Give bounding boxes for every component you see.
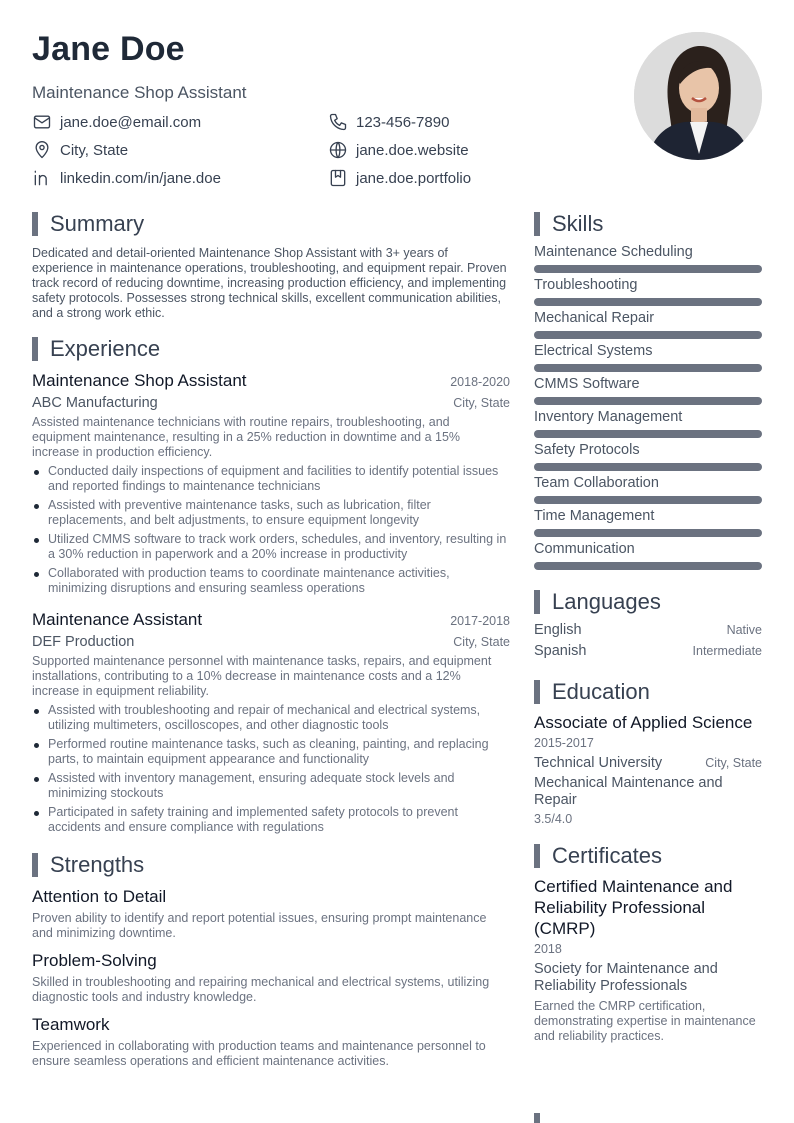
- certificates-heading-text: Certificates: [552, 843, 663, 868]
- strength-description: Experienced in collaborating with production teams and maintenance personnel to ensure seamless operations and efficient maintenance activities.: [32, 1039, 486, 1068]
- skills-heading-text: Skills: [552, 211, 604, 236]
- profile-photo: [634, 32, 762, 160]
- job-bullet: Performed routine maintenance tasks, such as cleaning, painting, and replacing parts, to maintain equipment appearance and functionality: [32, 737, 510, 767]
- education-location: City, State: [705, 756, 762, 770]
- contact-linkedin[interactable]: [32, 168, 221, 188]
- language-level: Native: [726, 623, 762, 637]
- language-name: English: [534, 622, 582, 638]
- strengths-section: [32, 853, 510, 1069]
- skill-name: Communication: [534, 541, 635, 557]
- language-name: Spanish: [534, 643, 587, 659]
- education-heading-text: Education: [552, 679, 650, 704]
- certificates-heading: [534, 844, 762, 868]
- education-gpa: 3.5/4.0: [534, 812, 573, 826]
- heading-accent-bar: [32, 212, 38, 236]
- language-level: Intermediate: [692, 644, 762, 658]
- skill-level-bar: [534, 562, 762, 570]
- strength-description: Skilled in troubleshooting and repairing mechanical and electrical systems, utilizing diagnostic tools and industry knowledge.: [32, 975, 490, 1004]
- skill-item: [534, 506, 762, 537]
- education-degree: Associate of Applied Science: [534, 713, 753, 732]
- heading-accent-bar: [534, 680, 540, 704]
- strength-item: [32, 951, 510, 1005]
- heading-accent-bar: [534, 212, 540, 236]
- certificate-entry: [534, 876, 762, 1044]
- skill-item: [534, 275, 762, 306]
- job-bullets: [32, 703, 510, 835]
- skill-item: [534, 539, 762, 570]
- job-bullets: [32, 464, 510, 596]
- job-title: Maintenance Assistant: [32, 610, 203, 629]
- summary-heading: [32, 212, 510, 236]
- job-entry: [32, 610, 510, 835]
- experience-heading-text: Experience: [50, 336, 161, 361]
- job-bullet: Collaborated with production teams to coordinate maintenance activities, minimizing disruptions and ensuring seamless operations: [32, 566, 510, 596]
- education-entry: [534, 712, 762, 826]
- language-item: [534, 643, 762, 664]
- job-bullet: Assisted with troubleshooting and repair of mechanical and electrical systems, utilizing multimeters, oscilloscopes, and other diagnostic tools: [32, 703, 510, 733]
- languages-section: [534, 590, 762, 664]
- skill-name: Electrical Systems: [534, 343, 653, 359]
- skill-item: [534, 440, 762, 471]
- strengths-heading: [32, 853, 510, 877]
- strength-item: [32, 887, 510, 941]
- education-heading: [534, 680, 762, 704]
- skill-level-bar: [534, 529, 762, 537]
- job-title: Maintenance Shop Assistant: [32, 371, 247, 390]
- strength-title: Problem-Solving: [32, 951, 157, 970]
- portfolio-text: jane.doe.portfolio: [356, 169, 472, 187]
- skill-name: Inventory Management: [534, 409, 683, 425]
- job-entry: [32, 371, 510, 596]
- languages-heading: [534, 590, 762, 614]
- skill-level-bar: [534, 496, 762, 504]
- job-description: Supported maintenance personnel with maintenance tasks, repairs, and equipment installations, contributing to a 10% decrease in maintenance costs and a 12% increase in equipment reliability.: [32, 654, 492, 698]
- skill-item: [534, 473, 762, 504]
- skill-name: CMMS Software: [534, 376, 640, 392]
- contact-portfolio[interactable]: [328, 168, 471, 188]
- skill-name: Team Collaboration: [534, 475, 659, 491]
- contact-website[interactable]: [328, 140, 469, 160]
- job-bullet: Assisted with preventive maintenance tasks, such as lubrication, filter replacements, and belt adjustments, to ensure equipment longevity: [32, 498, 510, 528]
- heading-accent-bar: [32, 337, 38, 361]
- summary-heading-text: Summary: [50, 211, 145, 236]
- summary-text: Dedicated and detail-oriented Maintenance Shop Assistant with 3+ years of experience in maintenance operations, troubleshooting, and equipment repair. Proven track record of reducing downtime, increasing production efficiency, and implementing safety protocols. Possesses strong technical skills, excellent communication abilities, and a strong work ethic.: [32, 246, 507, 320]
- candidate-name: Jane Doe: [32, 30, 185, 68]
- heading-accent-bar: [534, 590, 540, 614]
- globe-icon: [328, 140, 348, 160]
- skill-level-bar: [534, 430, 762, 438]
- strength-title: Teamwork: [32, 1015, 110, 1034]
- heading-accent-bar: [534, 844, 540, 868]
- phone-text: 123-456-7890: [356, 113, 450, 131]
- skill-level-bar: [534, 397, 762, 405]
- heading-accent-bar: [32, 853, 38, 877]
- skill-item: [534, 242, 762, 273]
- skill-level-bar: [534, 463, 762, 471]
- skill-item: [534, 341, 762, 372]
- language-item: [534, 622, 762, 643]
- experience-section: [32, 337, 510, 835]
- summary-section: [32, 212, 510, 321]
- languages-list: [534, 622, 762, 664]
- skill-name: Maintenance Scheduling: [534, 244, 693, 260]
- job-bullet: Utilized CMMS software to track work orders, schedules, and inventory, resulting in a 30% reduction in paperwork and a 20% increase in productivity: [32, 532, 510, 562]
- skill-item: [534, 374, 762, 405]
- job-company: ABC Manufacturing: [32, 395, 158, 411]
- skill-name: Time Management: [534, 508, 655, 524]
- skill-name: Safety Protocols: [534, 442, 640, 458]
- skill-level-bar: [534, 298, 762, 306]
- job-dates: 2018-2020: [450, 375, 510, 389]
- strength-item: [32, 1015, 510, 1069]
- right-column: [534, 212, 762, 1044]
- certificate-date: 2018: [534, 942, 562, 956]
- envelope-icon: [32, 112, 52, 132]
- education-field: Mechanical Maintenance and Repair: [534, 775, 723, 808]
- languages-heading-text: Languages: [552, 589, 661, 614]
- linkedin-text: linkedin.com/in/jane.doe: [60, 169, 221, 187]
- job-description: Assisted maintenance technicians with routine repairs, troubleshooting, and equipment maintenance, resulting in a 25% reduction in downtime and a 15% increase in production efficiency.: [32, 415, 461, 459]
- skill-name: Troubleshooting: [534, 277, 638, 293]
- contact-phone[interactable]: [328, 112, 449, 132]
- phone-icon: [328, 112, 348, 132]
- job-company: DEF Production: [32, 634, 135, 650]
- location-text: City, State: [60, 141, 129, 159]
- resume-header: [32, 30, 612, 187]
- certificate-org: Society for Maintenance and Reliability Professionals: [534, 961, 718, 994]
- job-bullet: Assisted with inventory management, ensuring adequate stock levels and minimizing stockouts: [32, 771, 510, 801]
- certificate-description: Earned the CMRP certification, demonstrating expertise in maintenance and reliability practices.: [534, 999, 756, 1043]
- skill-level-bar: [534, 265, 762, 273]
- education-dates: 2015-2017: [534, 736, 594, 750]
- strengths-heading-text: Strengths: [50, 852, 145, 877]
- skill-level-bar: [534, 331, 762, 339]
- skills-list: [534, 242, 762, 570]
- left-column: [32, 212, 510, 1069]
- skill-item: [534, 407, 762, 438]
- skills-heading: [534, 212, 762, 236]
- bookmark-icon: [328, 168, 348, 188]
- contact-email[interactable]: [32, 112, 201, 132]
- linkedin-icon: [32, 168, 52, 188]
- map-pin-icon: [32, 140, 52, 160]
- strength-title: Attention to Detail: [32, 887, 167, 906]
- job-location: City, State: [453, 396, 510, 410]
- certificates-section: [534, 844, 762, 1044]
- candidate-title: Maintenance Shop Assistant: [32, 83, 247, 102]
- education-section: [534, 680, 762, 826]
- contact-location: [32, 140, 128, 160]
- skill-item: [534, 308, 762, 339]
- website-text: jane.doe.website: [356, 141, 469, 159]
- skill-level-bar: [534, 364, 762, 372]
- job-bullet: Participated in safety training and implemented safety protocols to prevent accidents and ensure compliance with regulations: [32, 805, 510, 835]
- skills-section: [534, 212, 762, 570]
- education-school: Technical University: [534, 755, 663, 771]
- experience-heading: [32, 337, 510, 361]
- job-location: City, State: [453, 635, 510, 649]
- page-footer-accent: [534, 1113, 540, 1123]
- job-dates: 2017-2018: [450, 614, 510, 628]
- job-bullet: Conducted daily inspections of equipment and facilities to identify potential issues and reported findings to maintenance technicians: [32, 464, 510, 494]
- portrait-image: [634, 32, 762, 160]
- email-text: jane.doe@email.com: [60, 113, 202, 131]
- skill-name: Mechanical Repair: [534, 310, 655, 326]
- certificate-name: Certified Maintenance and Reliability Professional (CMRP): [534, 877, 733, 938]
- strength-description: Proven ability to identify and report potential issues, ensuring prompt maintenance and minimizing downtime.: [32, 911, 487, 940]
